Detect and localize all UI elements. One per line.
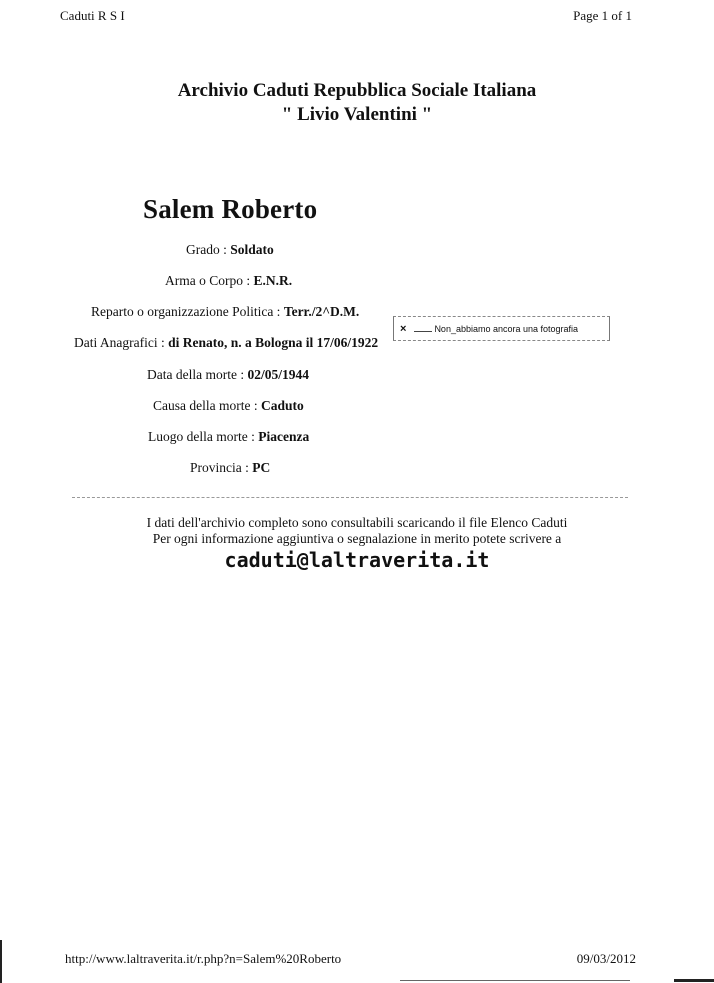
field-grado <box>186 242 274 258</box>
person-name: Salem Roberto <box>143 194 318 224</box>
field-value: E.N.R. <box>253 273 293 288</box>
archive-subtitle: " Livio Valentini " <box>281 104 433 125</box>
info-line-2: Per ogni informazione aggiuntiva o segnalazione in merito potete scrivere a <box>152 531 562 546</box>
photo-placeholder <box>393 316 610 341</box>
field-value: Terr./2^D.M. <box>283 304 360 319</box>
field-label: Provincia : <box>190 460 253 475</box>
footer-date: 09/03/2012 <box>576 951 636 966</box>
contact-email-link[interactable]: caduti@laltraverita.it <box>224 548 490 572</box>
field-value: Caduto <box>260 398 304 413</box>
field-value: 02/05/1944 <box>247 367 309 382</box>
field-value: PC <box>252 460 271 475</box>
info-line-1: I dati dell'archivio completo sono consultabili scaricando il file Elenco Caduti <box>146 515 568 530</box>
scan-artifact-left <box>0 940 2 983</box>
field-value: Soldato <box>230 242 274 257</box>
field-label: Luogo della morte : <box>148 429 259 444</box>
underline-decoration <box>414 325 432 332</box>
page-counter: Page 1 of 1 <box>573 8 632 23</box>
broken-image-icon: × <box>400 322 407 335</box>
scan-artifact-right <box>674 979 714 982</box>
archive-title: Archivio Caduti Repubblica Sociale Italiana <box>177 80 537 101</box>
field-label: Causa della morte : <box>153 398 261 413</box>
divider <box>72 497 628 498</box>
field-data-morte <box>147 367 309 383</box>
field-causa-morte <box>153 398 304 414</box>
field-provincia <box>190 460 270 476</box>
photo-placeholder-text: Non_abbiamo ancora una fotografia <box>434 323 579 334</box>
footer-url: http://www.laltraverita.it/r.php?n=Salem%20Roberto <box>65 951 342 966</box>
header-left-title: Caduti R S I <box>60 8 125 23</box>
field-reparto <box>91 304 359 320</box>
field-value: di Renato, n. a Bologna il 17/06/1922 <box>168 335 379 350</box>
field-label: Data della morte : <box>147 367 248 382</box>
field-value: Piacenza <box>258 429 310 444</box>
field-label: Reparto o organizzazione Politica : <box>91 304 284 319</box>
field-label: Grado : <box>186 242 231 257</box>
field-luogo-morte <box>148 429 309 445</box>
field-label: Arma o Corpo : <box>165 273 254 288</box>
field-arma-corpo <box>165 273 292 289</box>
field-label: Dati Anagrafici : <box>74 335 169 350</box>
scan-artifact-line <box>400 980 630 981</box>
field-dati-anagrafici <box>74 335 378 351</box>
